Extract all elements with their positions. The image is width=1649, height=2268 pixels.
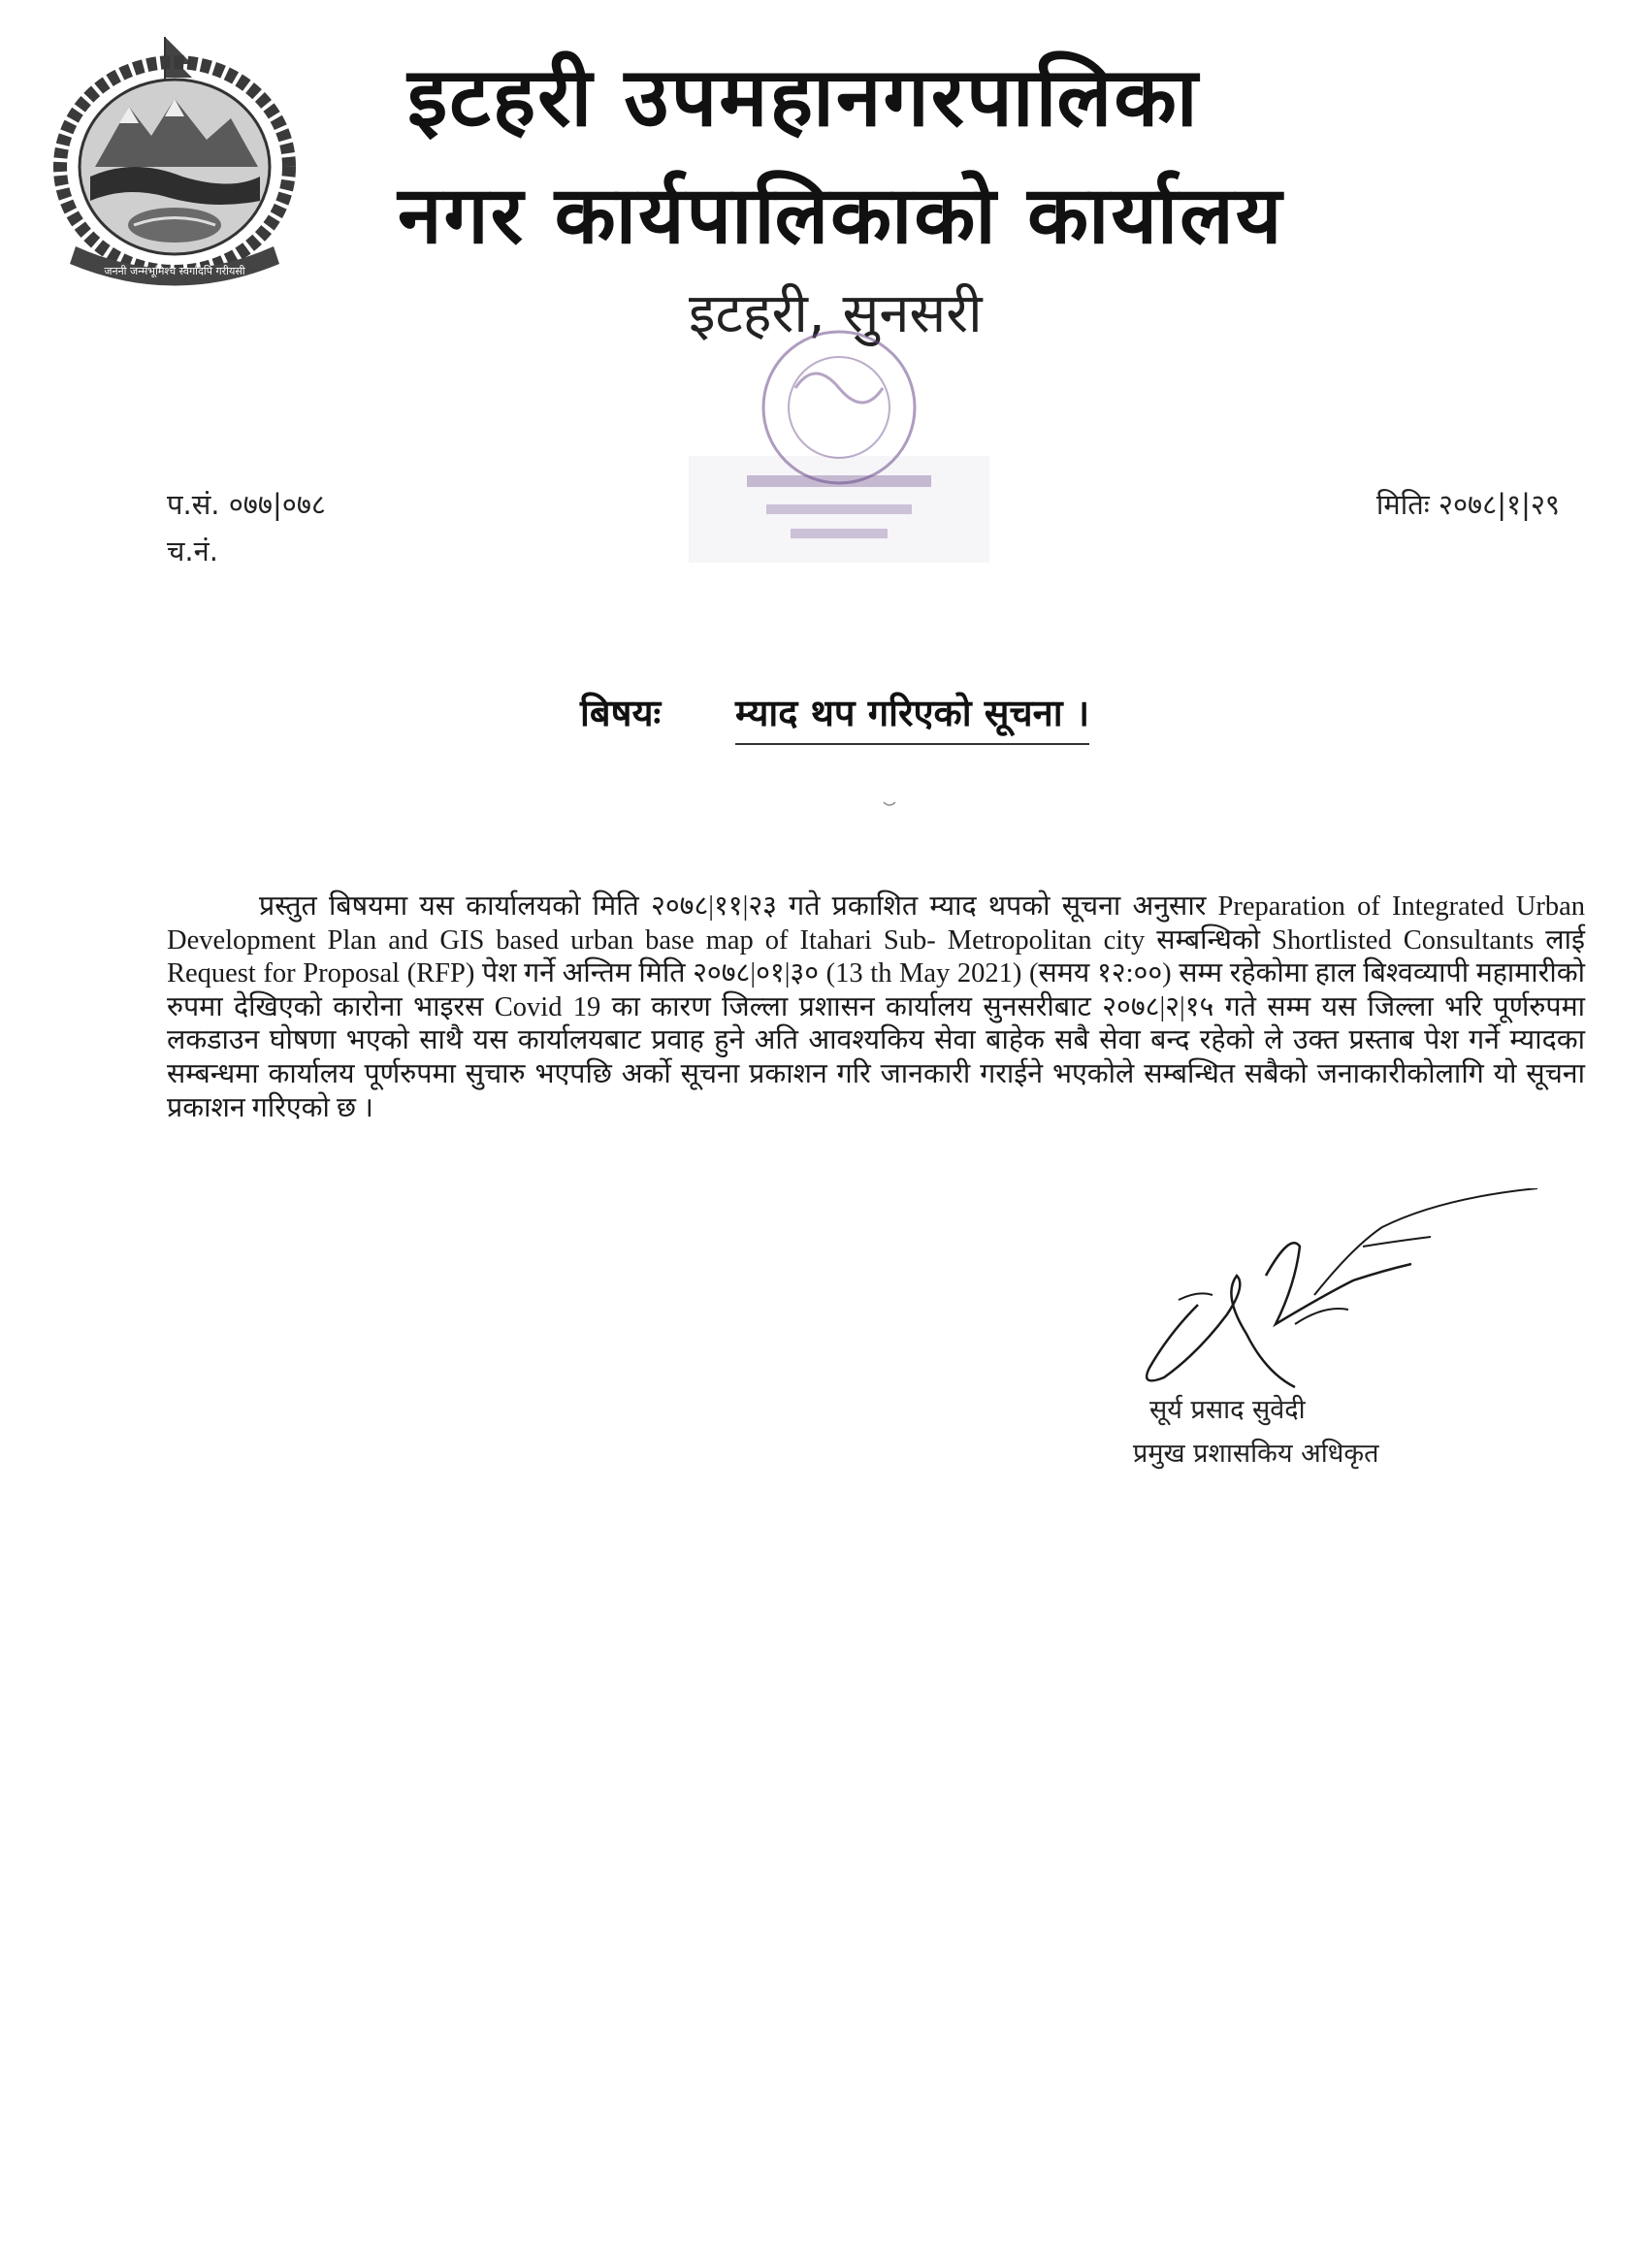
notice-body: प्रस्तुत बिषयमा यस कार्यालयको मिति २०७८|११|२३ गते प्रकाशित म्याद थपको सूचना अनुसार Preparation of Integrated Urban Development Plan and GIS based urban base map of Itahari Sub- Metropolitan city सम्बन्धिको Shortlisted Consultants लाई Request for Proposal (RFP) पेश गर्ने अन्तिम मिति २०७८|०१|३० (13 th May 2021) (समय १२:००) सम्म रहेकोमा हाल बिश्वव्यापी महामारीको रुपमा देखिएको कारोना भाइरस Covid 19 का कारण जिल्ला प्रशासन कार्यालय सुनसरीबाट २०७८|२|१५ गते सम्म यस जिल्ला भरि पूर्णरुपमा लकडाउन घोषणा भएको साथै यस कार्यालयबाट प्रवाह हुने अति आवश्यकिय सेवा बाहेक सबै सेवा बन्द रहेको ले उक्त प्रस्ताब पेश गर्ने म्यादका सम्बन्धमा कार्यालय पूर्णरुपमा सुचारु भएपछि अर्को सूचना प्रकाशन गरि जानकारी गराईने भएकोले सम्बन्धित सबैको जनाकारीकोलागि यो सूचना प्रकाशन गरिएको छ ।	[167, 891, 1585, 1123]
signature-icon	[1130, 1188, 1557, 1397]
reference-number: प.सं. ०७७|०७८	[167, 488, 326, 521]
official-stamp-icon	[679, 330, 999, 572]
notice-date: मितिः २०७८|१|२९	[1375, 488, 1560, 521]
office-location: इटहरी, सुनसरी	[689, 282, 983, 345]
subject-label: बिषयः	[580, 692, 662, 734]
dispatch-number: च.नं.	[167, 535, 218, 567]
government-emblem-icon	[37, 31, 313, 293]
emblem-motto: जननी जन्मभूमिश्च स्वर्गादपि गरीयसी	[104, 265, 245, 277]
signatory-name: सूर्य प्रसाद सुवेदी	[1149, 1395, 1306, 1425]
municipality-name: इटहरी उपमहानगरपालिका	[407, 49, 1200, 145]
subject-text: म्याद थप गरिएको सूचना ।	[735, 687, 1089, 745]
ink-speck-icon	[883, 800, 896, 808]
office-name: नगर कार्यपालिकाको कार्यालय	[398, 170, 1284, 262]
signatory-designation: प्रमुख प्रशासकिय अधिकृत	[1133, 1439, 1379, 1469]
